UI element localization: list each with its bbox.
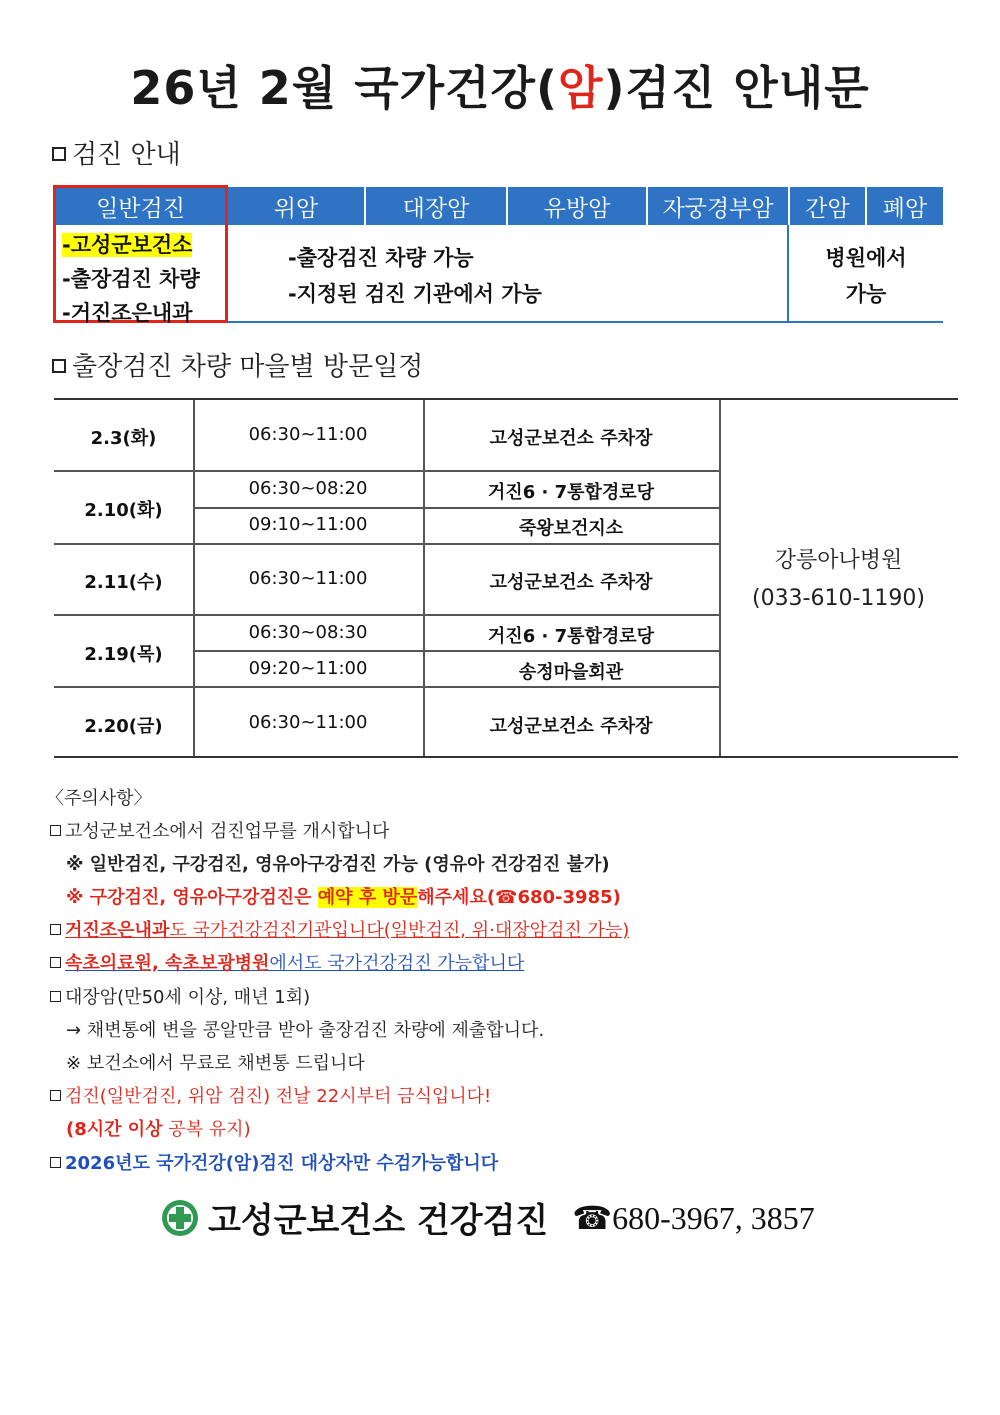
header-lung: 폐암 (882, 195, 928, 222)
schedule-time: 06:30~11:00 (248, 568, 368, 589)
schedule-place: 고성군보건소 주차장 (489, 572, 653, 593)
checkbox-square-icon (50, 1157, 61, 1168)
header-cervical: 자궁경부암 (648, 187, 790, 225)
schedule-time: 09:20~11:00 (248, 658, 368, 679)
guide-table-bottom-border (228, 321, 943, 323)
schedule-date: 2.11(수) (84, 572, 163, 593)
checkbox-square-icon (50, 825, 61, 836)
schedule-row-divider (54, 614, 719, 616)
schedule-place: 고성군보건소 주차장 (489, 428, 653, 449)
header-general: 일반검진 (55, 187, 228, 225)
schedule-top-border (54, 398, 958, 400)
section-heading-guide: 검진 안내 (52, 134, 181, 171)
schedule-time: 06:30~08:20 (248, 478, 368, 499)
section-heading-schedule: 출장검진 차량 마을별 방문일정 (52, 346, 423, 383)
hospital-info (719, 542, 958, 618)
hospital-phone: (033-610-1190) (751, 586, 925, 611)
title-highlight: 암 (558, 61, 604, 115)
header-liver: 간암 (790, 187, 867, 225)
schedule-row-divider (54, 543, 719, 545)
schedule-place: 고성군보건소 주차장 (489, 716, 653, 737)
schedule-subrow-divider (193, 507, 719, 509)
note-1b: ※ 구강검진, 영유아구강검진은 예약 후 방문해주세요(☎680-3985) (66, 887, 621, 908)
footer-contact (160, 1193, 815, 1242)
note-4a: → 채변통에 변을 콩알만큼 받아 출장검진 차량에 제출합니다. (66, 1020, 545, 1041)
checkbox-square-icon (50, 957, 61, 968)
general-item: -거진조은내과 (62, 301, 193, 325)
cancer-checkup-list (288, 240, 542, 312)
checkbox-square-icon (50, 1090, 61, 1101)
note-4: 대장암(만50세 이상, 매년 1회) (50, 983, 310, 1009)
schedule-place: 거진6 · 7통합경로당 (487, 626, 655, 647)
checkbox-square-icon (52, 147, 66, 161)
cancer-item: -지정된 검진 기관에서 가능 (288, 282, 542, 306)
schedule-subrow-divider (193, 650, 719, 652)
schedule-row-divider (54, 470, 719, 472)
cancer-item: -출장검진 차량 가능 (288, 246, 474, 270)
schedule-time: 06:30~11:00 (248, 424, 368, 445)
schedule-time: 09:10~11:00 (248, 514, 368, 535)
note-5: 검진(일반검진, 위암 검진) 전날 22시부터 금식입니다! (50, 1082, 491, 1108)
footer-org: 고성군보건소 건강검진 (208, 1201, 549, 1241)
note-2: 거진조은내과도 국가건강검진기관입니다(일반검진, 위·대장암검진 가능) (50, 916, 629, 942)
schedule-place: 죽왕보건지소 (518, 518, 624, 539)
schedule-date: 2.19(목) (84, 644, 163, 665)
note-1: 고성군보건소에서 검진업무를 개시합니다 (50, 817, 389, 843)
liver-lung-note: 병원에서 가능 (825, 246, 907, 306)
header-colon: 대장암 (366, 187, 508, 225)
checkbox-square-icon (50, 991, 61, 1002)
header-breast: 유방암 (508, 187, 648, 225)
note-5a: (8시간 이상 공복 유지) (66, 1119, 251, 1140)
checkbox-square-icon (52, 359, 66, 373)
footer-phone: ☎680-3967, 3857 (572, 1199, 815, 1236)
schedule-row-divider (54, 686, 719, 688)
note-3: 속초의료원, 속초보광병원에서도 국가건강검진 가능합니다 (50, 949, 524, 975)
notes-heading: 〈주의사항〉 (46, 788, 152, 809)
schedule-time: 06:30~08:30 (248, 622, 368, 643)
schedule-date: 2.20(금) (84, 716, 163, 737)
page-title: 26년 2월 국가건강(암)검진 안내문 (130, 61, 870, 115)
note-6: 2026년도 국가건강(암)검진 대상자만 수검가능합니다 (50, 1149, 498, 1175)
schedule-place: 송정마을회관 (518, 662, 624, 683)
schedule-place: 거진6 · 7통합경로당 (487, 482, 655, 503)
health-center-logo-icon (160, 1198, 200, 1238)
note-4b: ※ 보건소에서 무료로 채변통 드립니다 (66, 1053, 365, 1074)
checkbox-square-icon (50, 924, 61, 935)
schedule-date: 2.3(화) (90, 428, 157, 449)
note-1a: ※ 일반검진, 구강검진, 영유아구강검진 가능 (영유아 건강검진 불가) (66, 854, 610, 875)
general-item: -출장검진 차량 (62, 267, 200, 291)
reservation-highlight: 예약 후 방문 (317, 887, 418, 908)
schedule-bottom-border (54, 756, 958, 758)
general-checkup-list (62, 228, 200, 330)
hospital-name: 강릉아나병원 (774, 548, 903, 573)
header-stomach: 위암 (228, 187, 366, 225)
general-item: -고성군보건소 (62, 233, 193, 257)
schedule-date: 2.10(화) (84, 500, 163, 521)
schedule-time: 06:30~11:00 (248, 712, 368, 733)
